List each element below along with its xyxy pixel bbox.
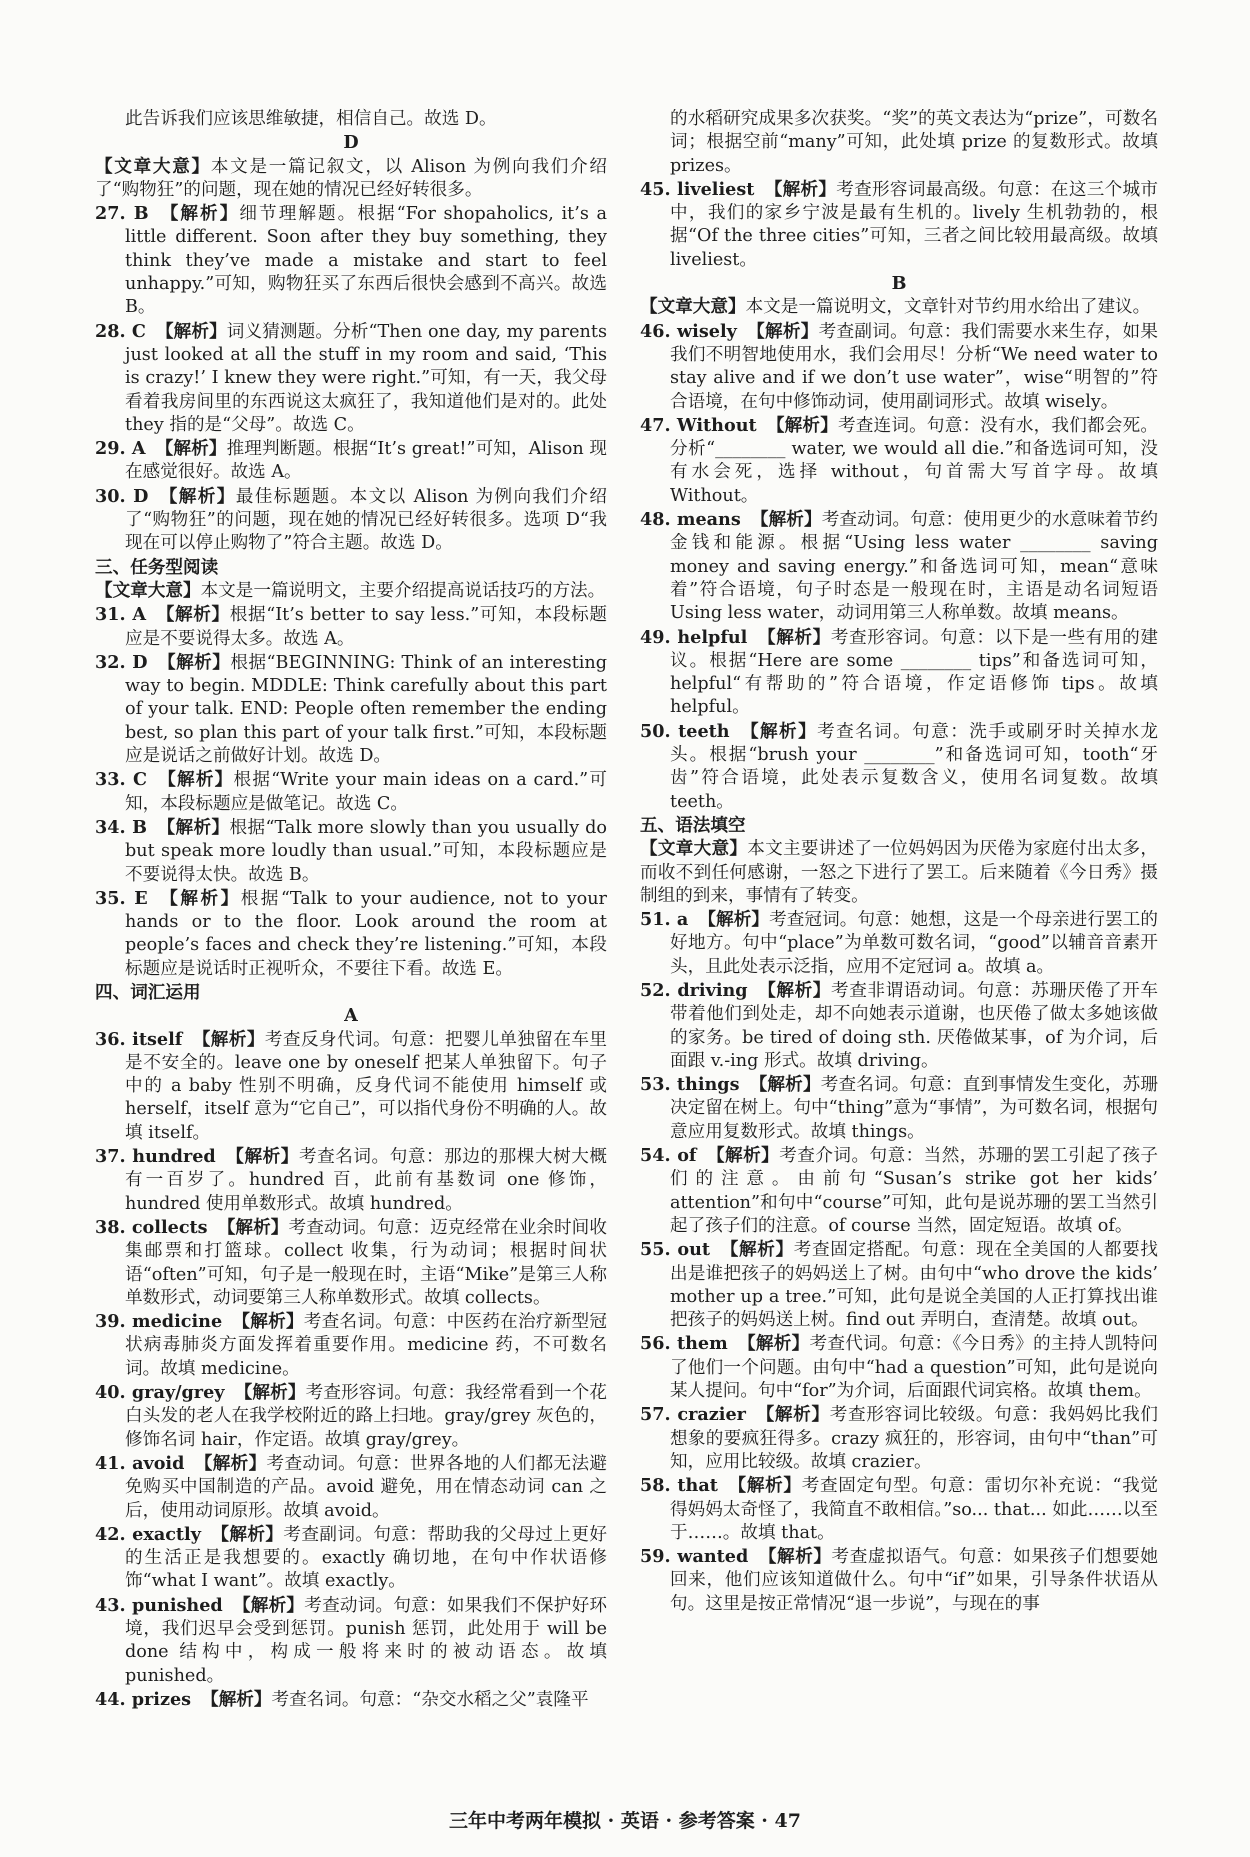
answer-key: 37. hundred [95,1146,216,1168]
answer-item [640,1403,1158,1474]
answer-key: 28. C [95,320,146,342]
explanation-text: 考查介词。句意：当然，苏珊的罢工引起了孩子们的注意。由前句“Susan’s strike got her kids’ attention”和句中“course”可知，此句是说苏珊的罢工当然引起了孩子们的注意。of course 当然，固定短语。故填 of。 [670,1146,1158,1236]
explanation-text: 考查形容词比较级。句意：我妈妈比我们想象的要疯狂得多。crazy 疯狂的，形容词，由句中“than”可知，应用比较级。故填 crazier。 [670,1405,1158,1472]
summary-text: 本文是一篇说明文，主要介绍提高说话技巧的方法。 [200,580,606,601]
answer-key: 42. exactly [95,1523,201,1545]
explanation-text: 词义猜测题。分析“Then one day, my parents just looked at all the stuff in my room and said, ‘This is crazy!’ I knew they were right.”可知，有一天，我父母看着我房间里的东西说这太疯狂了，我知道他们是对的。此处 they 指的是“父母”。故选 C。 [125,321,607,435]
answer-item [95,768,607,816]
analysis-tag: 【解析】 [155,438,227,460]
analysis-tag: 【解析】 [234,1382,306,1404]
analysis-tag: 【解析】 [157,887,241,909]
answer-key: 45. liveliest [640,178,755,200]
answer-item [640,178,1158,272]
analysis-tag: 【解析】 [156,769,234,791]
answer-item [95,1310,607,1381]
analysis-tag: 【解析】 [232,1594,305,1616]
explanation-text: 根据“It’s better to say less.”可知，本段标题应是不要说得太多。故选 A。 [125,605,607,649]
answer-item [640,320,1158,414]
answer-item [95,816,607,887]
answer-item [640,1545,1158,1616]
analysis-tag: 【解析】 [158,203,240,225]
summary-text: 本文主要讲述了一位妈妈因为厌倦为家庭付出太多，而收不到任何感谢，一怒之下进行了罢工。后来随着《今日秀》摄制组的到来，事情有了转变。 [640,839,1158,906]
answer-item [95,1381,607,1452]
explanation-text: 考查名词。句意：那边的那棵大树大概有一百岁了。hundred 百，此前有基数词 one 修饰，hundred 使用单数形式。故填 hundred。 [125,1147,607,1214]
answer-key: 43. punished [95,1594,223,1616]
answer-item [95,1216,607,1310]
answer-item [95,651,607,768]
answer-key: 56. them [640,1333,728,1355]
explanation-text: 考查形容词最高级。句意：在这三个城市中，我们的家乡宁波是最有生机的。lively 生机勃勃的，根据“Of the three cities”可知，三者之间比较用最高级。故填 liveliest。 [670,179,1158,270]
answer-key: 30. D [95,485,149,507]
answer-key: 36. itself [95,1028,183,1050]
explanation-text: 考查动词。句意：使用更少的水意味着节约金钱和能源。根据“Using less water ________ saving money and saving energy.”和备选词可知，mean“意味着”符合语境，句子时态是一般现在时，主语是动名词短语 Using less water，动词用第三人称单数。故填 means。 [670,510,1158,624]
subsection-heading: D [343,132,359,154]
article-summary [95,155,607,203]
answer-key: 58. that [640,1475,718,1497]
explanation-text: 考查连词。句意：没有水，我们都会死。分析“________ water, we would all die.”和备选词可知，没有水会死，选择 without，句首需大写首字母。故填 Without。 [670,415,1158,506]
analysis-tag: 【解析】 [217,1216,289,1238]
analysis-tag: 【解析】 [156,604,230,626]
answer-item [640,908,1158,979]
answer-key: 55. out [640,1239,711,1261]
summary-tag: 【文章大意】 [95,579,201,601]
analysis-tag: 【解析】 [157,651,231,673]
explanation-text: 根据“BEGINNING: Think of an interesting way to begin. MDDLE: Think carefully about this part of your talk. END: People often remember the ending best, so plan this part of your talk first.”可知，本段标题应是说话之前做好计划。故选 D。 [125,652,607,767]
answer-key: 47. Without [640,414,757,436]
answer-key: 33. C [95,769,147,791]
answer-key: 49. helpful [640,626,748,648]
answer-key: 51. a [640,909,689,931]
analysis-tag: 【解析】 [758,1546,832,1568]
answer-key: 48. means [640,509,741,531]
summary-tag: 【文章大意】 [640,838,748,860]
analysis-tag: 【解析】 [764,178,837,200]
explanation-text: 推理判断题。根据“It’s great!”可知，Alison 现在感觉很好。故选 A。 [125,439,607,483]
analysis-tag: 【解析】 [720,1239,794,1261]
answer-item [640,1332,1158,1403]
analysis-tag: 【解析】 [739,720,818,742]
answer-key: 59. wanted [640,1546,749,1568]
analysis-tag: 【解析】 [225,1146,299,1168]
article-summary [95,579,607,603]
answer-item [640,720,1158,814]
answer-item [640,1238,1158,1332]
answer-item [640,1073,1158,1144]
answer-item [95,1594,607,1688]
analysis-tag: 【解析】 [766,414,838,436]
explanation-text: 根据“Write your main ideas on a card.”可知，本段标题应是做笔记。故选 C。 [125,770,607,814]
explanation-text: 根据“Talk more slowly than you usually do but speak more loudly than usual.”可知，本段标题应是不要说得太快。故选 B。 [125,817,607,885]
answer-key: 39. medicine [95,1311,223,1333]
analysis-tag: 【解析】 [155,320,227,342]
answer-item [95,1452,607,1523]
answer-key: 57. crazier [640,1404,746,1426]
subsection-heading: B [891,273,907,295]
summary-text: 本文是一篇说明文，文章针对节约用水给出了建议。 [745,297,1151,318]
section-heading: 四、词汇运用 [95,981,201,1003]
answer-key: 53. things [640,1074,740,1096]
continuation-text: 此告诉我们应该思维敏捷，相信自己。故选 D。 [125,109,497,129]
explanation-text: 考查动词。句意：世界各地的人们都无法避免购买中国制造的产品。avoid 避免，用在情态动词 can 之后，使用动词原形。故填 avoid。 [125,1453,607,1521]
analysis-tag: 【解析】 [232,1311,304,1333]
explanation-text: 考查名词。句意：中医药在治疗新型冠状病毒肺炎方面发挥着重要作用。medicine 药，不可数名词。故填 medicine。 [125,1312,607,1379]
subsection-heading: A [344,1005,358,1027]
explanation-text: 考查固定句型。句意：雷切尔补充说：“我觉得妈妈太奇怪了，我简直不敢相信。”so... that... 如此……以至于……。故填 that。 [670,1476,1158,1543]
answer-key: 38. collects [95,1216,208,1238]
explanation-text: 考查固定搭配。句意：现在全美国的人都要找出是谁把孩子的妈妈送上了树。由句中“who drove the kids’ mother up a tree.”可知，此句是说全美国的人正打算找出谁把孩子的妈妈送上树。find out 弄明白，查清楚。故填 out。 [670,1240,1158,1331]
explanation-text: 考查名词。句意：“杂交水稻之父”袁隆平 [271,1689,589,1710]
analysis-tag: 【解析】 [737,1333,810,1355]
analysis-tag: 【解析】 [201,1688,272,1710]
analysis-tag: 【解析】 [192,1028,265,1050]
summary-text: 本文是一篇记叙文，以 Alison 为例向我们介绍了“购物狂”的问题，现在她的情况已经好转很多。 [95,156,607,200]
answer-key: 52. driving [640,979,748,1001]
answer-item [640,626,1158,720]
explanation-text: 根据“Talk to your audience, not to your hands or to the floor. Look around the room at people’s faces and check they’re listening.”可知，本段标题应是说话时正视听众，不要往下看。故选 E。 [125,888,607,979]
answer-key: 35. E [95,887,148,909]
analysis-tag: 【解析】 [757,626,831,648]
answer-key: 50. teeth [640,720,730,742]
answer-item [95,485,607,556]
analysis-tag: 【解析】 [706,1145,780,1167]
answer-item [640,1474,1158,1545]
analysis-tag: 【解析】 [194,1452,267,1474]
answer-key: 27. B [95,203,149,225]
explanation-text: 考查名词。句意：洗手或刷牙时关掉水龙头。根据“brush your ________”和备选词可知，tooth“牙齿”符合语境，此处表示复数含义，使用名词复数。故填 teeth。 [670,721,1158,812]
analysis-tag: 【解析】 [727,1475,802,1497]
answer-item [640,979,1158,1073]
analysis-tag: 【解析】 [750,509,822,531]
answer-item [640,508,1158,625]
answer-key: 41. avoid [95,1452,185,1474]
answer-item [95,603,607,651]
answer-key: 44. prizes [95,1688,192,1710]
answer-key: 32. D [95,651,148,673]
explanation-text: 考查动词。句意：如果我们不保护好环境，我们迟早会受到惩罚。punish 惩罚，此处用于 will be done 结构中，构成一般将来时的被动语态。故填 punished。 [125,1595,607,1686]
left-column [95,108,607,1798]
continuation-text: 的水稻研究成果多次获奖。“奖”的英文表达为“prize”，可数名词；根据空前“many”可知，此处填 prize 的复数形式。故填 prizes。 [670,109,1158,176]
summary-tag: 【文章大意】 [95,155,211,177]
explanation-text: 考查副词。句意：我们需要水来生存，如果我们不明智地使用水，我们会用尽！分析“We need water to stay alive and if we don’t use water”，wise“明智的”符合语境，在句中修饰动词，使用副词形式。故填 wisely。 [670,321,1158,412]
answer-key: 46. wisely [640,320,737,342]
answer-item [95,437,607,485]
answer-item [640,414,1158,508]
section-heading: 五、语法填空 [640,814,746,836]
article-summary [640,295,1158,319]
answer-key: 34. B [95,816,148,838]
explanation-text: 考查形容词。句意：我经常看到一个花白头发的老人在我学校附近的路上扫地。gray/grey 灰色的，修饰名词 hair，作定语。故填 gray/grey。 [125,1383,607,1450]
answer-item [95,1028,607,1145]
explanation-text: 考查虚拟语气。句意：如果孩子们想要她回来，他们应该知道做什么。句中“if”如果，引导条件状语从句。这里是按正常情况“退一步说”，与现在的事 [670,1547,1158,1614]
analysis-tag: 【解析】 [157,816,230,838]
explanation-text: 考查动词。句意：迈克经常在业余时间收集邮票和打篮球。collect 收集，行为动词；根据时间状语“often”可知，句子是一般现在时，主语“Mike”是第三人称单数形式，动词要第三人称单数形式。故填 collects。 [125,1217,607,1308]
article-summary [640,837,1158,908]
right-column [640,108,1158,1798]
answer-key: 29. A [95,438,146,460]
answer-item [95,202,607,319]
analysis-tag: 【解析】 [757,979,831,1001]
analysis-tag: 【解析】 [158,485,236,507]
answer-key: 54. of [640,1145,697,1167]
explanation-text: 考查冠词。句意：她想，这是一个母亲进行罢工的好地方。句中“place”为单数可数名词，“good”以辅音音素开头，且此处表示泛指，应用不定冠词 a。故填 a。 [670,910,1158,977]
answer-item [95,1688,607,1712]
answer-item [95,320,607,437]
explanation-text: 考查非谓语动词。句意：苏珊厌倦了开车带着他们到处走，却不向她表示道谢，也厌倦了做太多她该做的家务。be tired of doing sth. 厌倦做某事，of 为介词，后面跟 v.-ing 形式。故填 driving。 [670,980,1158,1071]
explanation-text: 考查副词。句意：帮助我的父母过上更好的生活正是我想要的。exactly 确切地，在句中作状语修饰“what I want”。故填 exactly。 [125,1524,607,1592]
summary-tag: 【文章大意】 [640,296,746,318]
explanation-text: 考查代词。句意：《今日秀》的主持人凯特问了他们一个问题。由句中“had a question”可知，此句是说向某人提问。句中“for”为介词，后面跟代词宾格。故填 them。 [670,1334,1158,1402]
page-footer: 三年中考两年模拟 · 英语 · 参考答案 · 47 [449,1810,801,1832]
answer-item [95,887,607,981]
explanation-text: 考查反身代词。句意：把婴儿单独留在车里是不安全的。leave one by oneself 把某人单独留下。句子中的 a baby 性别不明确，反身代词不能使用 himself 或 herself，itself 意为“它自己”，可以指代身份不明确的人。故填 itself。 [125,1029,607,1143]
section-heading: 三、任务型阅读 [95,556,219,578]
answer-item [95,1523,607,1594]
analysis-tag: 【解析】 [698,909,770,931]
analysis-tag: 【解析】 [210,1523,284,1545]
analysis-tag: 【解析】 [755,1404,830,1426]
analysis-tag: 【解析】 [746,320,819,342]
explanation-text: 考查形容词。句意：以下是一些有用的建议。根据“Here are some ________ tips”和备选词可知，helpful“有帮助的”符合语境，作定语修饰 tips。故填 helpful。 [670,627,1158,718]
answer-item [95,1145,607,1216]
answer-key: 40. gray/grey [95,1382,225,1404]
analysis-tag: 【解析】 [749,1074,821,1096]
explanation-text: 细节理解题。根据“For shopaholics, it’s a little different. Soon after they buy something, they think they’ve made a mistake and start to feel unhappy.”可知，购物狂买了东西后很快会感到不高兴。故选 B。 [125,204,607,318]
explanation-text: 最佳标题题。本文以 Alison 为例向我们介绍了“购物狂”的问题，现在她的情况已经好转很多。选项 D“我现在可以停止购物了”符合主题。故选 D。 [125,486,607,554]
answer-key: 31. A [95,604,147,626]
explanation-text: 考查名词。句意：直到事情发生变化，苏珊决定留在树上。句中“thing”意为“事情”，为可数名词，根据句意应用复数形式。故填 things。 [670,1075,1158,1142]
answer-item [640,1144,1158,1238]
